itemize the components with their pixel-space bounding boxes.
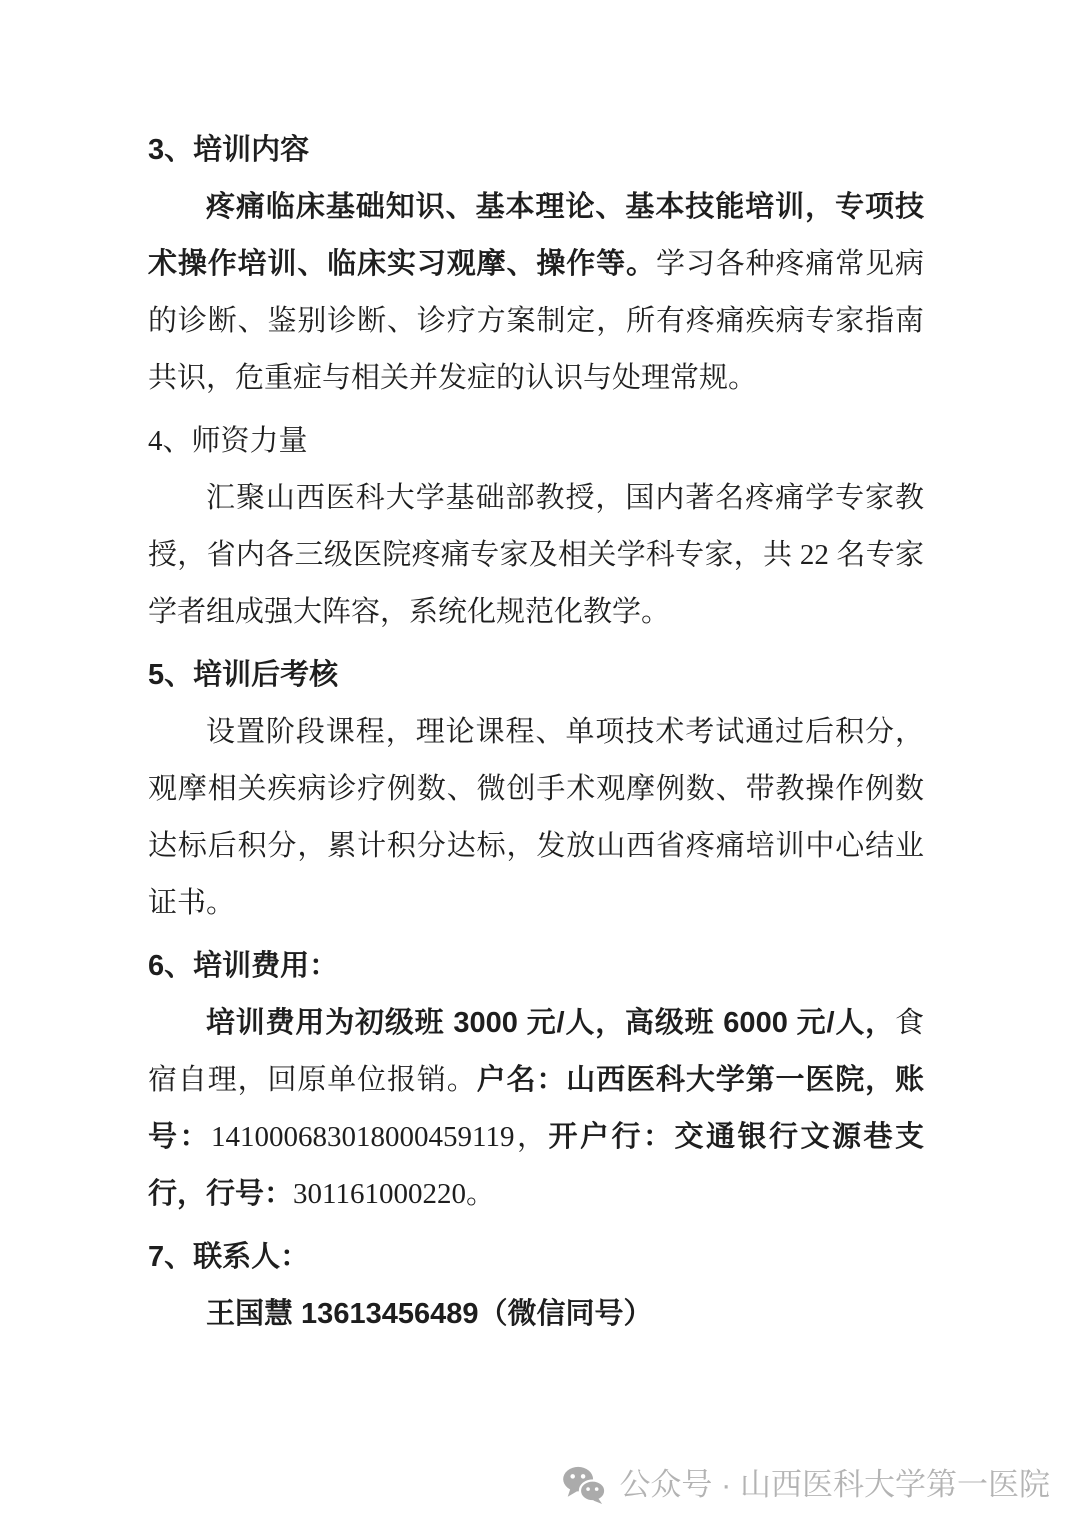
section-contact — [148, 1229, 924, 1343]
text-run: 开户行：交通银行文源巷支行，行号： — [148, 1121, 924, 1210]
text-run: 汇聚山西医科大学基础部教授，国内著名疼痛学专家教授，省内各三级医院疼痛专家及相关学科专家，共 22 名专家学者组成强大阵容，系统化规范化教学。 — [148, 482, 924, 628]
wechat-icon — [562, 1466, 606, 1504]
text-run: 学习各种疼痛常见病的诊断、鉴别诊断、诊疗方案制定，所有疼痛疾病专家指南共识，危重症与相关并发症的认识与处理常规。 — [148, 248, 924, 394]
section-heading: 7、联系人： — [148, 1241, 310, 1273]
section-training-content — [148, 122, 924, 407]
watermark — [562, 1465, 1050, 1505]
body-paragraph — [148, 1286, 924, 1343]
contact-person: 王国慧 13613456489（微信同号） — [206, 1298, 653, 1330]
text-run: 食宿自理，回原单位报销。 — [148, 1007, 924, 1096]
section-heading: 5、培训后考核 — [148, 659, 339, 691]
body-paragraph — [148, 995, 924, 1223]
text-run: 户名：山西医科大学第一医院，账号： — [148, 1064, 924, 1153]
section-faculty — [148, 413, 924, 641]
section-heading: 4、师资力量 — [148, 425, 308, 457]
section-heading: 3、培训内容 — [148, 134, 310, 166]
text-run: 培训费用为初级班 3000 元/人，高级班 6000 元/人， — [206, 1007, 895, 1039]
document-body — [148, 122, 924, 1343]
text-run: 设置阶段课程，理论课程、单项技术考试通过后积分，观摩相关疾病诊疗例数、微创手术观摩例数、带教操作例数达标后积分，累计积分达标，发放山西省疼痛培训中心结业证书。 — [148, 716, 924, 919]
account-number: 141000683018000459119， — [211, 1121, 549, 1153]
watermark-text: 公众号 · 山西医科大学第一医院 — [619, 1467, 1050, 1502]
section-fees — [148, 938, 924, 1223]
section-assessment — [148, 647, 924, 932]
body-paragraph — [148, 179, 924, 407]
section-heading: 6、培训费用： — [148, 950, 339, 982]
text-run: 疼痛临床基础知识、基本理论、基本技能培训，专项技术操作培训、临床实习观摩、操作等。 — [148, 191, 924, 280]
body-paragraph — [148, 704, 924, 932]
bank-branch-number: 301161000220。 — [293, 1178, 495, 1210]
body-paragraph — [148, 470, 924, 641]
